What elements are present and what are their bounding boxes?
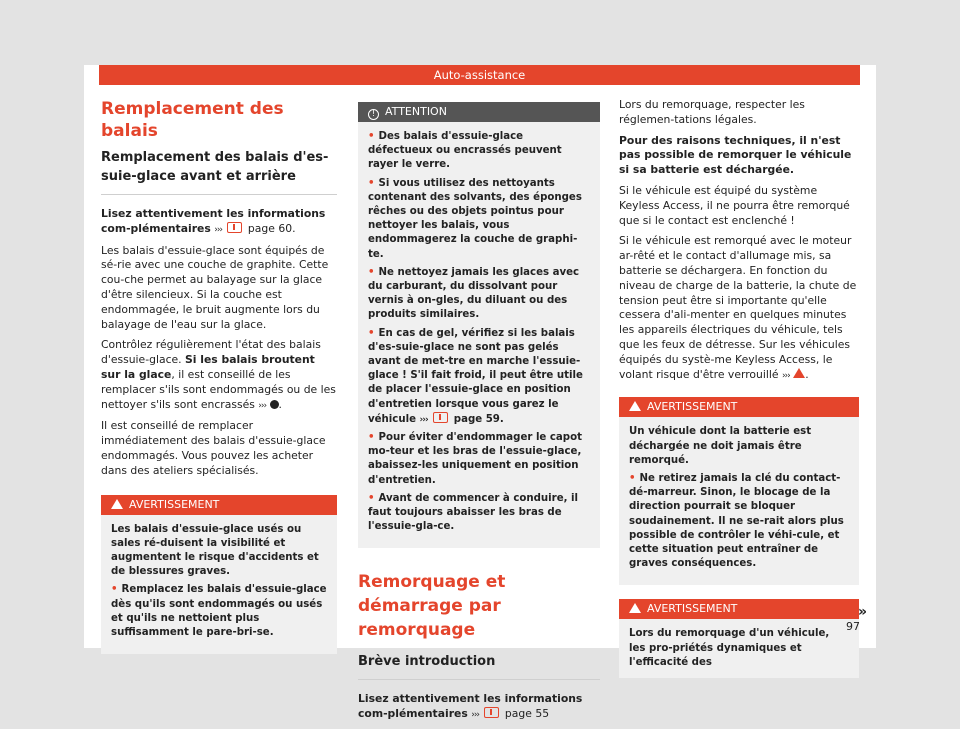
intro-paragraph	[358, 692, 600, 723]
warning-text: Les balais d'essuie-glace usés ou sales ré-duisent la visibilité et augmentent le risque d'accidents et de blessures graves.	[111, 523, 319, 578]
bold-paragraph	[619, 134, 859, 178]
attention-body	[358, 122, 600, 548]
warning-text: Un véhicule dont la batterie est déchargée ne doit jamais être remorqué.	[629, 426, 812, 466]
item-text: Avant de commencer à conduire, il faut toujours abaisser les bras de l'essuie-gla-ce.	[368, 492, 579, 533]
text: Contrôlez régulièrement l'état des balais d'essuie-glace.	[101, 338, 321, 367]
column-right	[619, 98, 859, 678]
arrows-symbol: ›››	[214, 224, 223, 235]
column-left	[101, 98, 337, 654]
bullet: •	[368, 327, 375, 339]
attention-item	[368, 266, 590, 323]
arrows-symbol: ›››	[471, 710, 480, 721]
continue-mark: »	[858, 604, 868, 620]
warning-icon	[111, 499, 123, 509]
page-reference[interactable]: page 60	[247, 221, 293, 235]
section-title: Remplacement des balais	[101, 99, 284, 141]
warning-icon	[629, 603, 641, 613]
subsection-title: Brève introduction	[358, 654, 496, 670]
warning-box	[101, 495, 337, 655]
paragraph: Contrôlez régulièrement l'état des balais d'essuie-glace. Si les balais broutent sur la glace, il est conseillé de les remplacer s'ils sont endommagés ou de les nettoyer s'ils sont encrassés ››› .	[101, 338, 336, 411]
paragraph: Si le véhicule est équipé du système Keyless Access, il ne pourra être remorqué que si le contact est enclenché !	[619, 183, 850, 227]
book-icon	[484, 707, 499, 718]
bullet: •	[111, 584, 118, 596]
bold-text: Si les balais broutent sur la glace	[101, 353, 315, 381]
attention-item	[368, 130, 590, 173]
column-middle	[358, 98, 600, 729]
warning-bullet	[111, 583, 327, 640]
intro-text: Lisez attentivement les informations com-plémentaires	[101, 207, 326, 235]
bullet: •	[368, 131, 375, 142]
arrows-symbol: ›››	[419, 414, 428, 425]
warning-bullet	[629, 472, 849, 571]
item-text: Pour éviter d'endommager le capot mo-teur et les bras de l'essuie-glace, abaissez-les uniquement en position d'entretien.	[368, 432, 582, 486]
divider	[358, 679, 600, 680]
warning-header	[619, 599, 859, 619]
arrows-symbol: ›››	[781, 370, 790, 381]
attention-item	[368, 177, 590, 262]
bullet: •	[368, 177, 375, 189]
paragraph: Les balais d'essuie-glace sont équipés de sé-rie avec une couche de graphite. Cette cou-che permet au balayage sur la glace d'être silencieux. Si la couche est endommagée, le bruit augmente lors du balayage de l'eau sur la glace.	[101, 243, 329, 331]
warning-box	[619, 397, 859, 585]
bullet: •	[368, 432, 375, 444]
info-circle-icon[interactable]	[270, 400, 279, 409]
warning-body	[619, 417, 859, 585]
item-text: Si vous utilisez des nettoyants contenant des solvants, des éponges rêches ou des objets pointus pour nettoyer les balais, vous endommagerez la couche de graphi-te.	[368, 177, 582, 260]
subsection-title: Remplacement des balais d'es-suie-glace avant et arrière	[101, 150, 329, 184]
intro-text: Lisez attentivement les informations com-plémentaires	[358, 692, 583, 721]
attention-item	[368, 431, 590, 488]
arrows-symbol: ›››	[258, 400, 267, 411]
warning-text: Lors du remorquage d'un véhicule, les pro-priétés dynamiques et l'efficacité des	[629, 628, 830, 668]
bullet: •	[368, 492, 375, 504]
attention-header	[358, 102, 600, 122]
paragraph: Lors du remorquage, respecter les réglemen-tations légales.	[619, 98, 805, 126]
warning-text: Remplacez les balais d'essuie-glace dès qu'ils sont endommagés ou usés et qu'ils ne nettoient plus suffisamment le pare-bri-se.	[111, 584, 327, 638]
text: , il est conseillé de les remplacer s'ils sont endommagés ou de les nettoyer s'ils sont encrassés	[101, 367, 336, 411]
info-icon: !	[368, 109, 379, 120]
attention-item: • En cas de gel, vérifiez si les balais d'es-suie-glace ne sont pas gelés avant de met-tre en marche l'essuie-glace ! S'il fait froid, il peut être utile de placer l'essuie-glace en position d'entretien lorsque vous garez le véhicule ››› page 59.	[368, 327, 583, 425]
warning-icon[interactable]	[793, 368, 805, 378]
page-reference[interactable]: page 59	[453, 413, 500, 425]
item-text: En cas de gel, vérifiez si les balais d'es-suie-glace ne sont pas gelés avant de met-tre en marche l'essuie-glace ! S'il fait froid, il peut être utile de placer l'essuie-glace en position d'entretien lorsque vous garez le véhicule	[368, 327, 583, 425]
warning-body	[619, 619, 859, 678]
text: Si le véhicule est remorqué avec le moteur ar-rêté et le contact d'allumage mis, sa batterie se déchargera. En fonction du niveau de charge de la batterie, la chute de tension peut être si importante qu'elle cessera d'ali-menter en quelques minutes les appareils électriques du véhicule, tels que les feux de détresse. Sur les véhicules équipés du systè-me Keyless Access, le volant risque d'être verrouillé	[619, 234, 857, 381]
book-icon	[227, 222, 242, 233]
item-text: Ne nettoyez jamais les glaces avec du carburant, du dissolvant pour vernis à on-gles, du diluant ou des produits similaires.	[368, 266, 580, 321]
paragraph: Il est conseillé de remplacer immédiatement des balais d'essuie-glace endommagés. Vous pouvez les acheter dans des ateliers spécialisés.	[101, 419, 326, 477]
divider	[101, 194, 337, 195]
bullet: •	[629, 472, 636, 484]
warning-label: AVERTISSEMENT	[647, 602, 738, 616]
attention-label: ATTENTION	[385, 105, 447, 118]
warning-label: AVERTISSEMENT	[647, 400, 738, 414]
warning-header	[619, 397, 859, 417]
bold-text: Pour des raisons techniques, il n'est pas possible de remorquer le véhicule si sa batterie est déchargée.	[619, 133, 852, 177]
bullet: •	[368, 266, 375, 278]
warning-box	[619, 599, 859, 678]
attention-item	[368, 492, 590, 535]
chapter-header: Auto-assistance	[99, 65, 860, 85]
page-number: 97	[846, 620, 860, 633]
warning-icon	[629, 401, 641, 411]
intro-paragraph: Lisez attentivement les informations com-plémentaires ››› page 60.	[101, 207, 326, 235]
warning-header	[101, 495, 337, 515]
book-icon	[433, 412, 448, 423]
warning-text: Ne retirez jamais la clé du contact-dé-marreur. Sinon, le blocage de la direction pourrait se bloquer soudainement. Il ne se-rait alors plus possible de contrôler le véhi-cule, et cette situation peut entraîner de graves conséquences.	[629, 472, 844, 570]
paragraph: Si le véhicule est remorqué avec le moteur ar-rêté et le contact d'allumage mis, sa batterie se déchargera. En fonction du niveau de charge de la batterie, la chute de tension peut être si importante qu'elle cessera d'ali-menter en quelques minutes les appareils électriques du véhicule, tels que les feux de détresse. Sur les véhicules équipés du systè-me Keyless Access, le volant risque d'être verrouillé ››› .	[619, 234, 857, 381]
warning-body	[101, 515, 337, 655]
item-text: Des balais d'essuie-glace défectueux ou encrassés peuvent rayer le verre.	[368, 131, 562, 171]
section-title: Remorquage et démarrage par remorquage	[358, 572, 506, 641]
attention-box	[358, 102, 600, 548]
page-reference[interactable]: page 55	[504, 707, 550, 721]
warning-label: AVERTISSEMENT	[129, 497, 220, 511]
